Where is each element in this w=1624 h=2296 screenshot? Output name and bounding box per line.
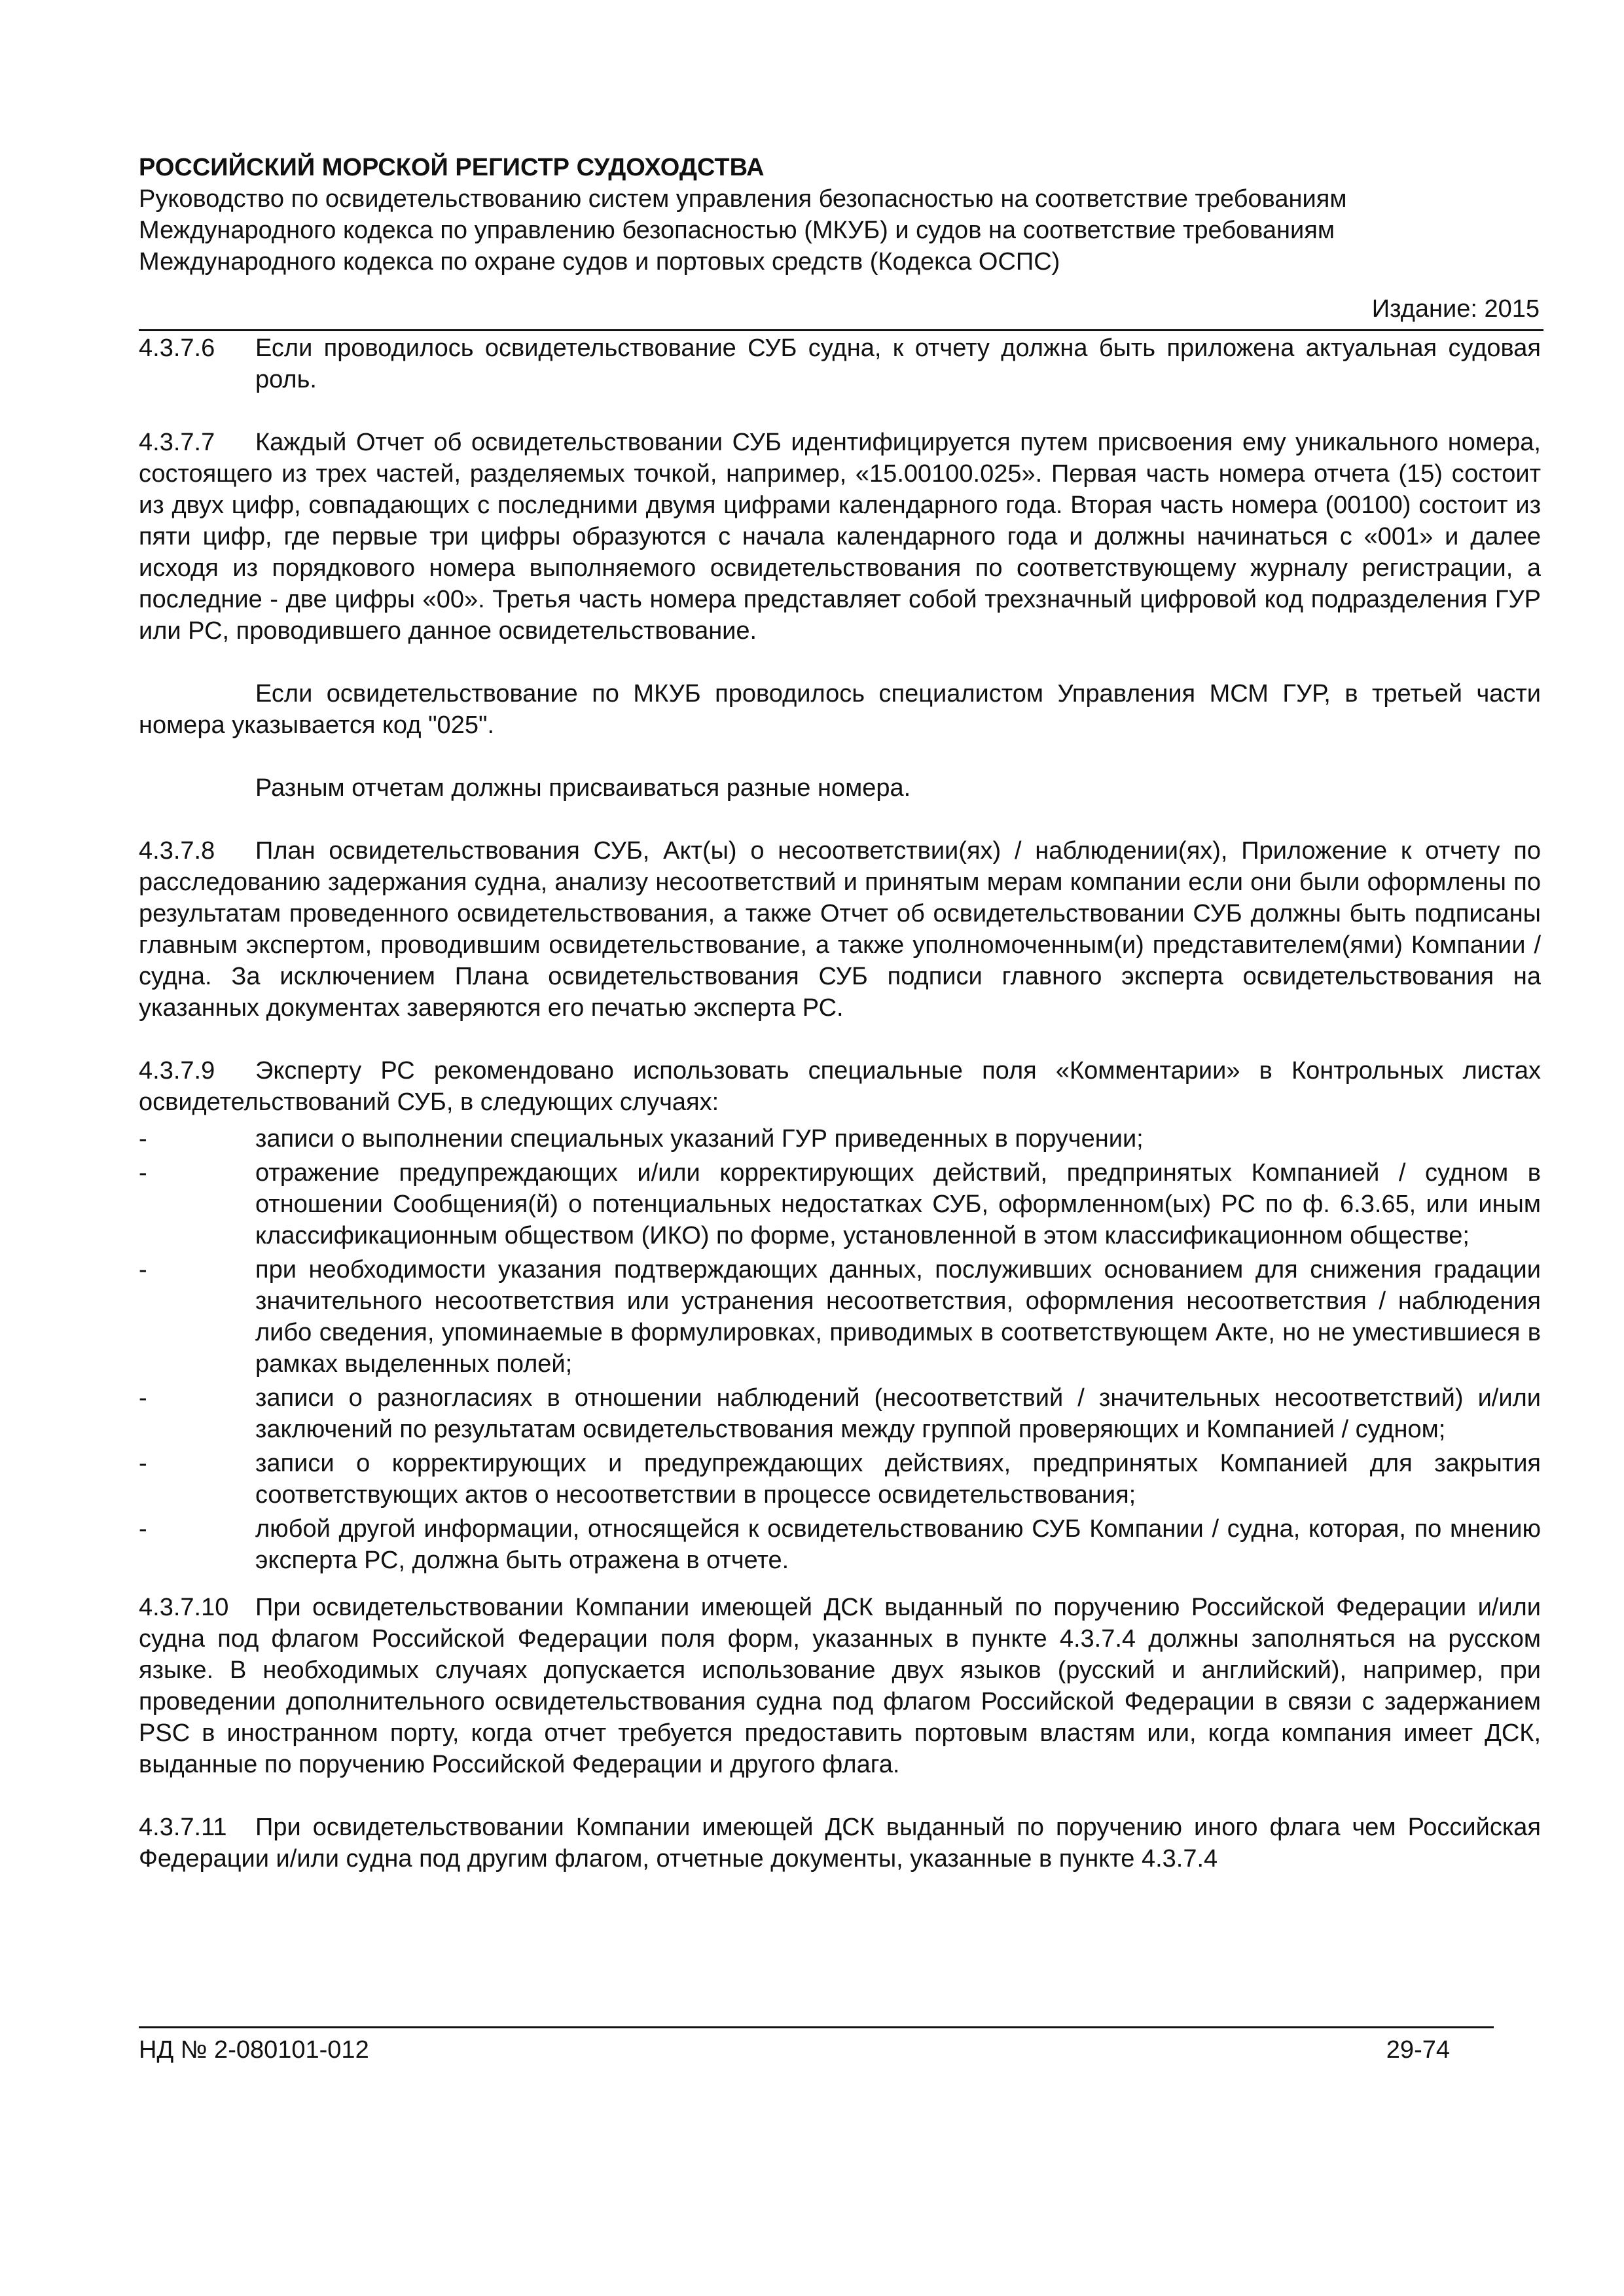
clause-4-3-7-9-list	[139, 1123, 1541, 1576]
clause-4-3-7-7-paragraph-3: Разным отчетам должны присваиваться разные номера.	[255, 774, 911, 802]
list-item	[139, 1382, 1541, 1445]
clause-text: Если проводилось освидетельствование СУБ судна, к отчету должна быть приложена актуальная судовая роль.	[255, 334, 1541, 393]
clause-4-3-7-11	[139, 1812, 1541, 1874]
list-item	[139, 1157, 1541, 1251]
list-item	[139, 1448, 1541, 1511]
list-item-text: отражение предупреждающих и/или корректирующих действий, предпринятых Компанией / судном в отношении Сообщения(й) о потенциальных недостатках СУБ, оформленном(ых) РС по ф. 6.3.65, или иным классификационным обществом (ИКО) по форме, установленной в этом классификационном обществе;	[255, 1159, 1541, 1249]
clause-number: 4.3.7.7	[139, 429, 215, 456]
list-bullet: -	[139, 1515, 147, 1543]
page-number: 29-74	[1386, 2036, 1450, 2064]
list-item-text: записи о выполнении специальных указаний ГУР приведенных в поручении;	[255, 1125, 1144, 1153]
footer-divider	[139, 2026, 1494, 2028]
page-header	[139, 152, 1540, 278]
list-item	[139, 1254, 1541, 1380]
list-bullet: -	[139, 1384, 147, 1412]
clause-number: 4.3.7.8	[139, 837, 215, 865]
list-item	[139, 1513, 1541, 1576]
list-bullet: -	[139, 1450, 147, 1477]
list-bullet: -	[139, 1256, 147, 1283]
clause-4-3-7-7	[139, 427, 1541, 647]
organization-title: РОССИЙСКИЙ МОРСКОЙ РЕГИСТР СУДОХОДСТВА	[139, 154, 765, 181]
list-item-text: при необходимости указания подтверждающих данных, послуживших основанием для снижения градации значительного несоответствия или устранения несоответствия, оформления несоответствия / наблюдения либо сведения, упоминаемые в формулировках, приводимых в соответствующем Акте, но не уместившиеся в рамках выделенных полей;	[255, 1256, 1541, 1378]
document-number: НД № 2-080101-012	[139, 2036, 369, 2064]
clause-4-3-7-10	[139, 1592, 1541, 1780]
list-item-text: любой другой информации, относящейся к освидетельствованию СУБ Компании / судна, которая, по мнению эксперта РС, должна быть отражена в отчете.	[255, 1515, 1541, 1574]
clause-4-3-7-9	[139, 1055, 1541, 1118]
list-item	[139, 1123, 1541, 1155]
clause-text: План освидетельствования СУБ, Акт(ы) о несоответствии(ях) / наблюдении(ях), Приложение к отчету по расследованию задержания судна, анализу несоответствий и принятым мерам компании если они были оформлены по результатам проведенного освидетельствования, а также Отчет об освидетельствовании СУБ должны быть подписаны главным экспертом, проводившим освидетельствование, а также уполномоченным(и) представителем(ями) Компании / судна. За исключением Плана освидетельствования СУБ подписи главного эксперта освидетельствования на указанных документах заверяются его печатью эксперта РС.	[139, 837, 1541, 1022]
list-item-text: записи о корректирующих и предупреждающих действиях, предпринятых Компанией для закрытия соответствующих актов о несоответствии в процессе освидетельствования;	[255, 1450, 1541, 1509]
document-subtitle-line-3: Международного кодекса по охране судов и портовых средств (Кодекса ОСПС)	[139, 248, 1060, 276]
document-subtitle-line-1: Руководство по освидетельствованию систем управления безопасностью на соответствие требованиям	[139, 185, 1347, 213]
header-divider	[139, 329, 1543, 331]
clause-text: При освидетельствовании Компании имеющей ДСК выданный по поручению иного флага чем Российская Федерации и/или судна под другим флагом, отчетные документы, указанные в пункте 4.3.7.4	[139, 1814, 1541, 1873]
clause-4-3-7-7-paragraph-2: Если освидетельствование по МКУБ проводилось специалистом Управления МСМ ГУР, в третьей части номера указывается код "025".	[139, 680, 1541, 739]
clause-text: Эксперту РС рекомендовано использовать специальные поля «Комментарии» в Контрольных листах освидетельствований СУБ, в следующих случаях:	[139, 1057, 1541, 1116]
document-body	[139, 332, 1541, 1906]
clause-text: Каждый Отчет об освидетельствовании СУБ идентифицируется путем присвоения ему уникального номера, состоящего из трех частей, разделяемых точкой, например, «15.00100.025». Первая часть номера отчета (15) состоит из двух цифр, совпадающих с последними двумя цифрами календарного года. Вторая часть номера (00100) состоит из пяти цифр, где первые три цифры образуются с начала календарного года и должны начинаться с «001» и далее исходя из порядкового номера выполняемого освидетельствования по соответствующему журналу регистрации, а последние - две цифры «00». Третья часть номера представляет собой трехзначный цифровой код подразделения ГУР или РС, проводившего данное освидетельствование.	[139, 429, 1541, 645]
document-subtitle-line-2: Международного кодекса по управлению безопасностью (МКУБ) и судов на соответствие требованиям	[139, 217, 1335, 244]
list-bullet: -	[139, 1125, 147, 1153]
clause-number: 4.3.7.6	[139, 334, 215, 362]
list-item-text: записи о разногласиях в отношении наблюдений (несоответствий / значительных несоответствий) и/или заключений по результатам освидетельствования между группой проверяющих и Компанией / судном;	[255, 1384, 1541, 1443]
clause-number: 4.3.7.11	[139, 1814, 227, 1841]
clause-text: При освидетельствовании Компании имеющей ДСК выданный по поручению Российской Федерации и/или судна под флагом Российской Федерации поля форм, указанных в пункте 4.3.7.4 должны заполняться на русском языке. В необходимых случаях допускается использование двух языков (русский и английский), например, при проведении дополнительного освидетельствования судна под флагом Российской Федерации в связи с задержанием PSC в иностранном порту, когда отчет требуется предоставить портовым властям или, когда компания имеет ДСК, выданные по поручению Российской Федерации и другого флага.	[139, 1594, 1541, 1778]
list-bullet: -	[139, 1159, 147, 1187]
clause-number: 4.3.7.10	[139, 1594, 229, 1621]
edition-label: Издание: 2015	[1371, 295, 1540, 323]
clause-4-3-7-6	[139, 332, 1541, 395]
clause-4-3-7-8	[139, 835, 1541, 1024]
clause-number: 4.3.7.9	[139, 1057, 215, 1085]
